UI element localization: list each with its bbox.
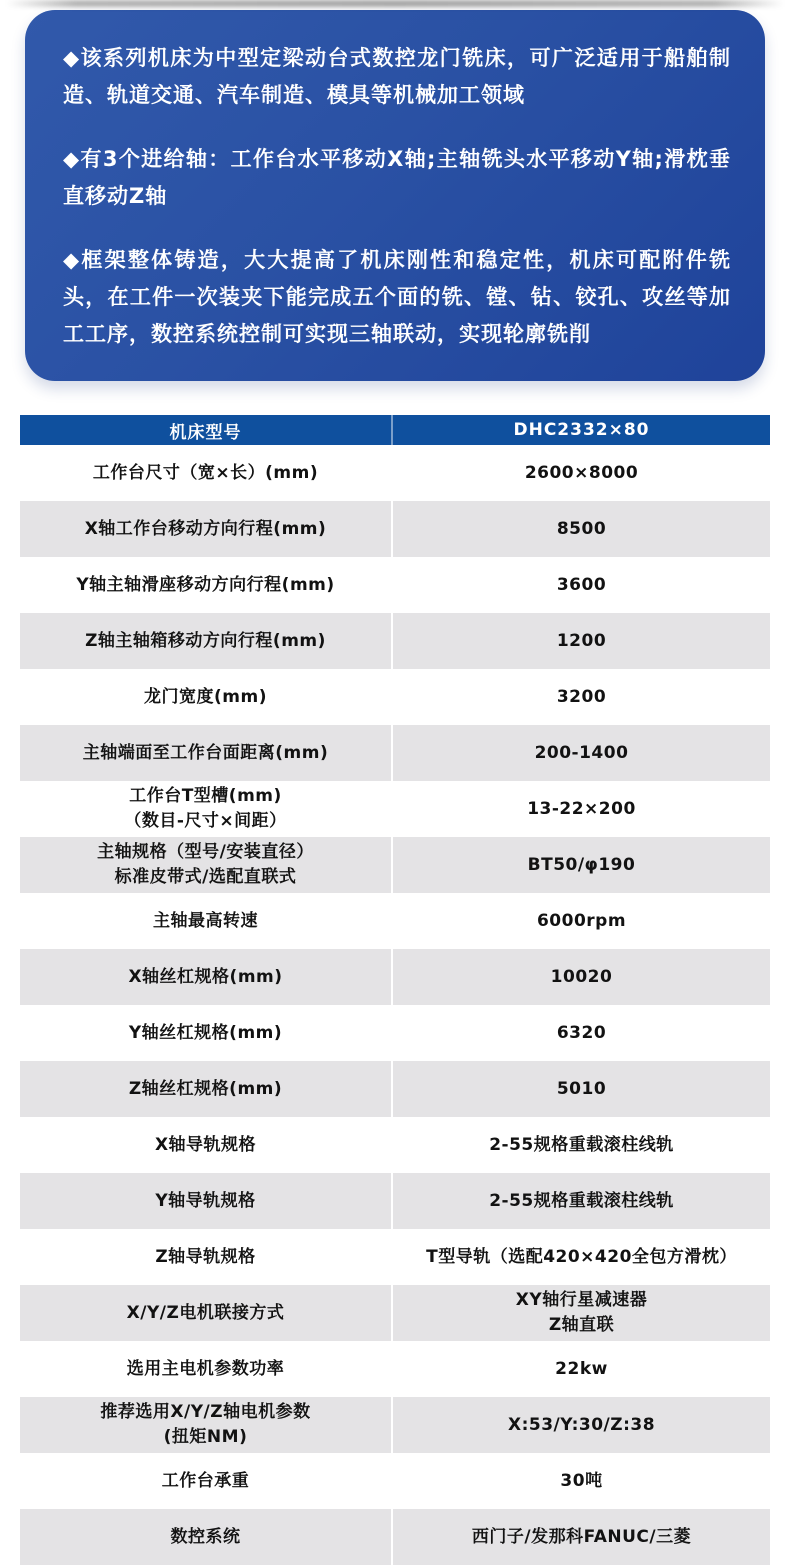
- intro-paragraph-frame: ◆框架整体铸造，大大提高了机床刚性和稳定性，机床可配附件铣头，在工件一次装夹下能完成五个面的铣、镗、钻、铰孔、攻丝等加工工序，数控系统控制可实现三轴联动，实现轮廓铣削: [63, 248, 731, 346]
- spec-label: X/Y/Z电机联接方式: [20, 1285, 393, 1341]
- table-row: [20, 613, 770, 669]
- table-row: [20, 1397, 770, 1453]
- intro-paragraph-series: ◆该系列机床为中型定梁动台式数控龙门铣床，可广泛适用于船舶制造、轨道交通、汽车制造、模具等机械加工领域: [63, 46, 731, 107]
- spec-value: 3600: [556, 574, 607, 595]
- spec-value: 1200: [556, 630, 607, 651]
- spec-value: 2-55规格重载滚柱线轨: [489, 1134, 674, 1155]
- spec-value: 8500: [556, 518, 607, 539]
- spec-value: BT50/φ190: [527, 854, 636, 875]
- spec-value: 200-1400: [534, 742, 629, 763]
- spec-value: 10020: [550, 966, 613, 987]
- spec-label: 主轴端面至工作台面距离(mm): [20, 725, 393, 781]
- spec-value: 2600×8000: [524, 462, 639, 483]
- table-row: [20, 1285, 770, 1341]
- spec-table: [20, 415, 770, 1565]
- intro-paragraph-axes: ◆有3个进给轴：工作台水平移动X轴;主轴铣头水平移动Y轴;滑枕垂直移动Z轴: [63, 147, 731, 208]
- header-model-value: DHC2332×80: [513, 420, 650, 440]
- table-row: [20, 1453, 770, 1509]
- spec-label: Z轴丝杠规格(mm): [20, 1061, 393, 1117]
- table-row: [20, 501, 770, 557]
- table-row: [20, 557, 770, 613]
- spec-value: XY轴行星减速器 Z轴直联: [515, 1290, 648, 1335]
- spec-value: T型导轨（选配420×420全包方滑枕）: [426, 1246, 737, 1267]
- spec-value: 13-22×200: [527, 798, 636, 819]
- spec-label: Y轴丝杠规格(mm): [20, 1005, 393, 1061]
- table-row: [20, 893, 770, 949]
- spec-value: 西门子/发那科FANUC/三菱: [471, 1526, 692, 1547]
- spec-value: X:53/Y:30/Z:38: [507, 1414, 656, 1435]
- spec-label: X轴丝杠规格(mm): [20, 949, 393, 1005]
- table-row: [20, 1173, 770, 1229]
- spec-value: 22kw: [555, 1358, 608, 1379]
- table-row: [20, 1005, 770, 1061]
- spec-label: 数控系统: [20, 1509, 393, 1565]
- table-row: [20, 445, 770, 501]
- spec-label: Z轴导轨规格: [20, 1229, 393, 1285]
- table-row: [20, 1061, 770, 1117]
- table-row: [20, 1117, 770, 1173]
- spec-label: X轴导轨规格: [20, 1117, 393, 1173]
- table-row: [20, 1341, 770, 1397]
- spec-label: 选用主电机参数功率: [20, 1341, 393, 1397]
- spec-table-header: [20, 415, 770, 445]
- table-row: [20, 837, 770, 893]
- table-row: [20, 1229, 770, 1285]
- spec-label: Y轴主轴滑座移动方向行程(mm): [20, 557, 393, 613]
- spec-label: 工作台承重: [20, 1453, 393, 1509]
- spec-label: 主轴规格（型号/安装直径） 标准皮带式/选配直联式: [20, 837, 393, 893]
- product-intro-box: [25, 10, 765, 381]
- spec-label: 推荐选用X/Y/Z轴电机参数 (扭矩NM): [20, 1397, 393, 1453]
- spec-value: 6320: [556, 1022, 607, 1043]
- table-row: [20, 725, 770, 781]
- spec-value: 30吨: [560, 1470, 603, 1491]
- spec-value: 5010: [556, 1078, 607, 1099]
- table-row: [20, 1509, 770, 1565]
- table-row: [20, 669, 770, 725]
- spec-label: 工作台尺寸（宽×长）(mm): [20, 445, 393, 501]
- spec-label: 工作台T型槽(mm) （数目-尺寸×间距）: [20, 781, 393, 837]
- spec-value: 2-55规格重载滚柱线轨: [489, 1190, 674, 1211]
- spec-table-body: [20, 445, 770, 1565]
- header-model-label: 机床型号: [20, 415, 393, 445]
- spec-value: 3200: [556, 686, 607, 707]
- spec-label: 龙门宽度(mm): [20, 669, 393, 725]
- table-row: [20, 949, 770, 1005]
- spec-label: X轴工作台移动方向行程(mm): [20, 501, 393, 557]
- spec-label: Z轴主轴箱移动方向行程(mm): [20, 613, 393, 669]
- table-row: [20, 781, 770, 837]
- spec-label: 主轴最高转速: [20, 893, 393, 949]
- spec-value: 6000rpm: [536, 910, 627, 931]
- spec-label: Y轴导轨规格: [20, 1173, 393, 1229]
- top-shadow-strip: [6, 0, 784, 7]
